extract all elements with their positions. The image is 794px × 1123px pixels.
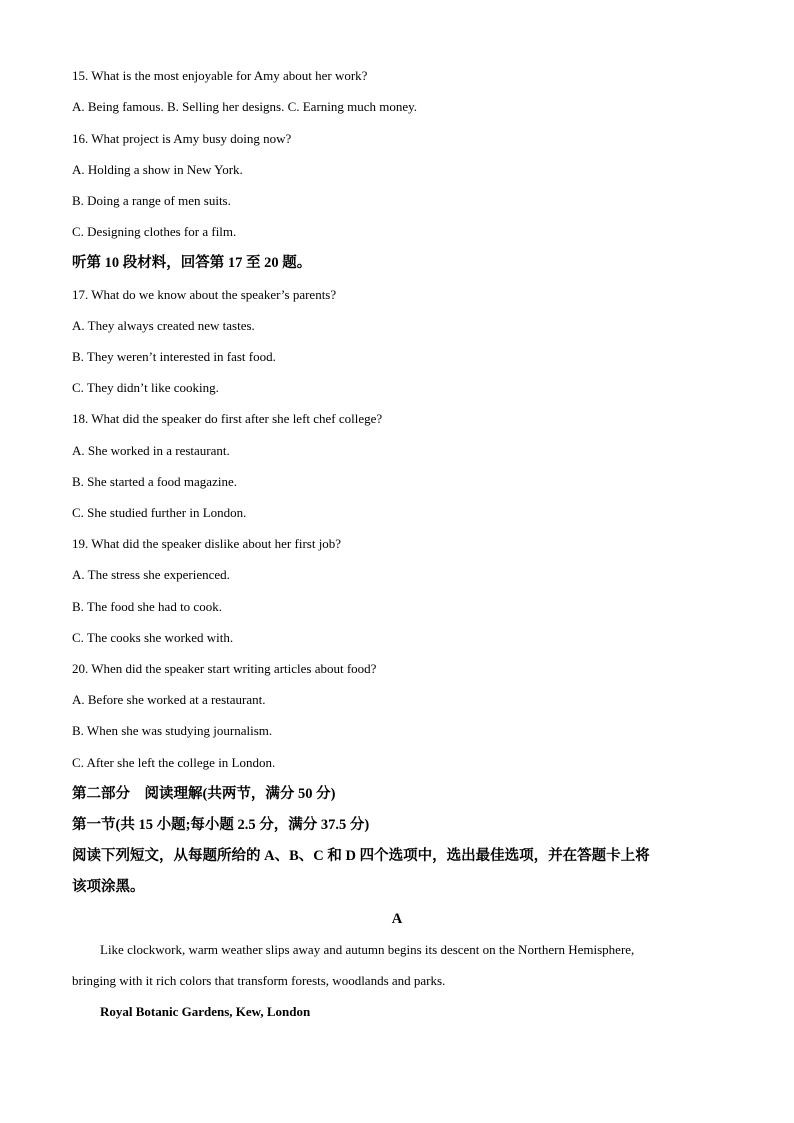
q19-option-a: A. The stress she experienced. [72, 567, 230, 582]
q17-option-a: A. They always created new tastes. [72, 318, 255, 333]
q20-option-c: C. After she left the college in London. [72, 755, 276, 770]
passage-a-label: A [391, 911, 403, 927]
q16-question: 16. What project is Amy busy doing now? [72, 131, 292, 146]
q19-option-c: C. The cooks she worked with. [72, 630, 234, 645]
part2-instruction-line1: 阅读下列短文，从每题所给的 A、B、C 和 D 四个选项中，选出最佳选项，并在答题卡上将 [72, 848, 650, 864]
q18-option-a: A. She worked in a restaurant. [72, 443, 230, 458]
q16-option-c: C. Designing clothes for a film. [72, 224, 237, 239]
q18-option-b: B. She started a food magazine. [72, 474, 237, 489]
q15-options: A. Being famous. B. Selling her designs. C. Earning much money. [72, 99, 418, 114]
q17-option-c: C. They didn’t like cooking. [72, 380, 219, 395]
q16-option-a: A. Holding a show in New York. [72, 162, 243, 177]
passage-a-heading-kew: Royal Botanic Gardens, Kew, London [100, 1004, 311, 1019]
q20-option-a: A. Before she worked at a restaurant. [72, 692, 266, 707]
q17-option-b: B. They weren’t interested in fast food. [72, 349, 276, 364]
section-10-heading: 听第 10 段材料，回答第 17 至 20 题。 [72, 255, 312, 271]
q19-question: 19. What did the speaker dislike about her first job? [72, 536, 342, 551]
part2-instruction-line2: 该项涂黑。 [72, 879, 145, 895]
q16-option-b: B. Doing a range of men suits. [72, 193, 231, 208]
passage-a-para1-line2: bringing with it rich colors that transform forests, woodlands and parks. [72, 973, 446, 988]
q20-question: 20. When did the speaker start writing articles about food? [72, 661, 377, 676]
q20-option-b: B. When she was studying journalism. [72, 723, 273, 738]
passage-a-para1-line1: Like clockwork, warm weather slips away and autumn begins its descent on the Northern Hemisphere, [100, 942, 635, 957]
part2-section1-heading: 第一节(共 15 小题;每小题 2.5 分，满分 37.5 分) [72, 817, 370, 833]
q18-question: 18. What did the speaker do first after she left chef college? [72, 411, 383, 426]
q18-option-c: C. She studied further in London. [72, 505, 247, 520]
q17-question: 17. What do we know about the speaker’s parents? [72, 287, 337, 302]
part2-title: 第二部分 阅读理解(共两节，满分 50 分) [72, 786, 336, 802]
q15-question: 15. What is the most enjoyable for Amy about her work? [72, 68, 368, 83]
q19-option-b: B. The food she had to cook. [72, 599, 222, 614]
